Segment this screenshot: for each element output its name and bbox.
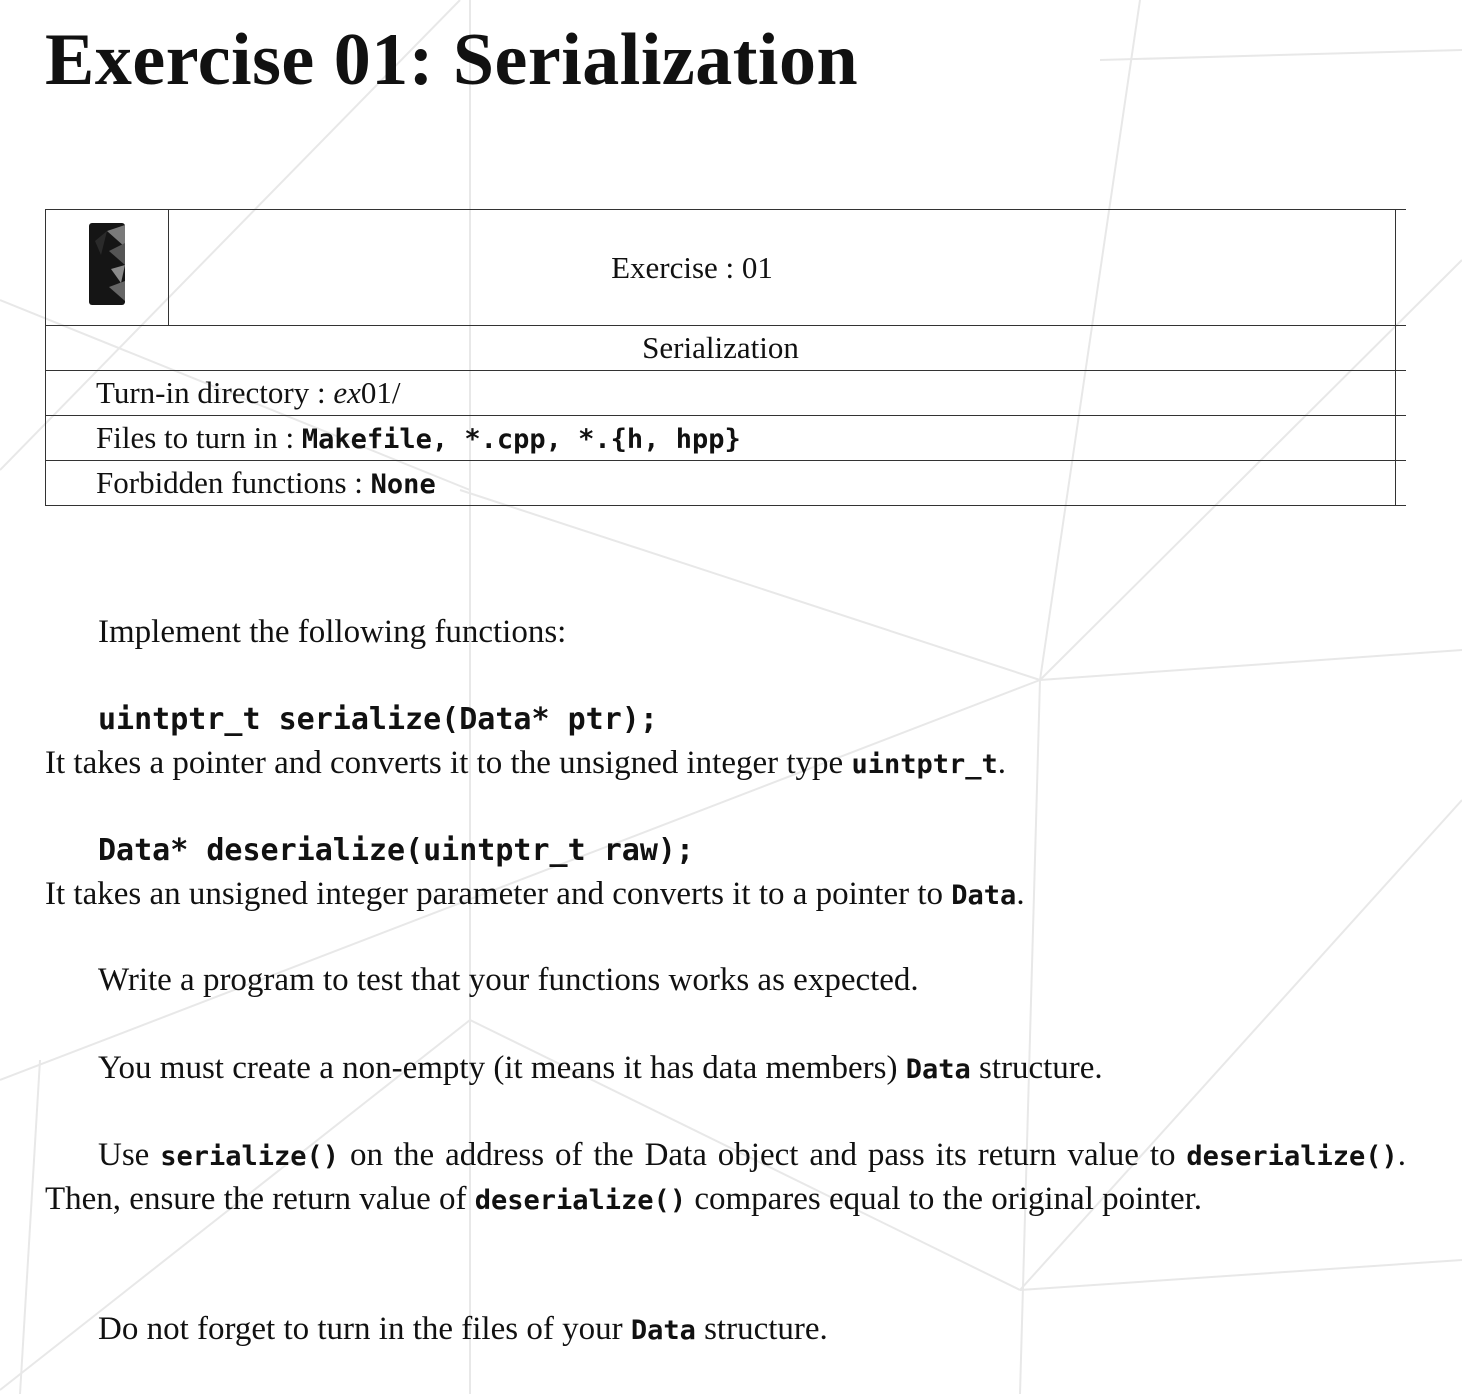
usage-text-1: Use	[98, 1137, 161, 1173]
usage-text-4: compares equal to the original pointer.	[686, 1181, 1203, 1217]
page-title: Exercise 01: Serialization	[45, 19, 859, 101]
forget-text-end: structure.	[695, 1311, 828, 1347]
deserialize-description-text: It takes an unsigned integer parameter and converts it to a pointer to	[45, 876, 952, 912]
serialize-signature: uintptr_t serialize(Data* ptr);	[98, 702, 658, 737]
forget-paragraph	[45, 1308, 1406, 1352]
exercise-info-table	[45, 209, 1406, 506]
subject-row	[46, 326, 1407, 371]
files-label: Files to turn in :	[96, 420, 302, 455]
subject-cell	[46, 326, 1396, 371]
forget-data-code: Data	[630, 1315, 696, 1346]
forget-text: Do not forget to turn in the files of your	[98, 1311, 631, 1347]
deserialize-description	[45, 873, 1406, 917]
logo-cell	[46, 210, 169, 326]
deserialize-call-code: deserialize()	[1186, 1141, 1398, 1172]
struct-text: You must create a non-empty (it means it has data members)	[98, 1050, 906, 1086]
forbidden-row	[46, 461, 1407, 506]
forbidden-cell	[46, 461, 1396, 506]
table-header-row	[46, 210, 1407, 326]
turnin-value: 01/	[360, 375, 401, 410]
test-text: Write a program to test that your functions works as expected.	[98, 962, 919, 998]
forbidden-value: None	[370, 469, 436, 500]
usage-text-2: on the address of the Data object and pass its return value to	[339, 1137, 1187, 1173]
files-value: Makefile, *.cpp, *.{h, hpp}	[301, 424, 741, 455]
serialize-description	[45, 742, 1406, 786]
turnin-label: Turn-in directory :	[96, 375, 334, 410]
serialize-call-code: serialize()	[160, 1141, 340, 1172]
serialize-description-text: It takes a pointer and converts it to the unsigned integer type	[45, 745, 852, 781]
intro-text: Implement the following functions:	[98, 614, 567, 650]
struct-paragraph	[45, 1047, 1406, 1091]
school-logo-icon	[87, 221, 127, 307]
struct-text-end: structure.	[970, 1050, 1103, 1086]
deserialize-description-end: .	[1016, 876, 1025, 912]
turnin-value-italic: ex	[333, 375, 361, 410]
deserialize-signature: Data* deserialize(uintptr_t raw);	[98, 833, 695, 868]
usage-paragraph	[45, 1134, 1406, 1222]
struct-data-code: Data	[905, 1054, 971, 1085]
turnin-cell	[46, 371, 1396, 416]
exercise-number-cell	[169, 210, 1396, 326]
usage-text-3: . Then, ensure the return value of	[45, 1137, 1406, 1217]
files-row	[46, 416, 1407, 461]
test-paragraph	[45, 959, 1406, 1002]
subject-title: Serialization	[642, 330, 799, 365]
uintptr-type-code: uintptr_t	[851, 749, 998, 780]
serialize-description-end: .	[997, 745, 1006, 781]
forbidden-label: Forbidden functions :	[96, 465, 371, 500]
turnin-row	[46, 371, 1407, 416]
files-cell	[46, 416, 1396, 461]
data-type-code: Data	[951, 880, 1017, 911]
deserialize-call-code-2: deserialize()	[474, 1185, 687, 1216]
intro-paragraph	[45, 611, 1406, 654]
exercise-number-label: Exercise : 01	[611, 249, 773, 285]
